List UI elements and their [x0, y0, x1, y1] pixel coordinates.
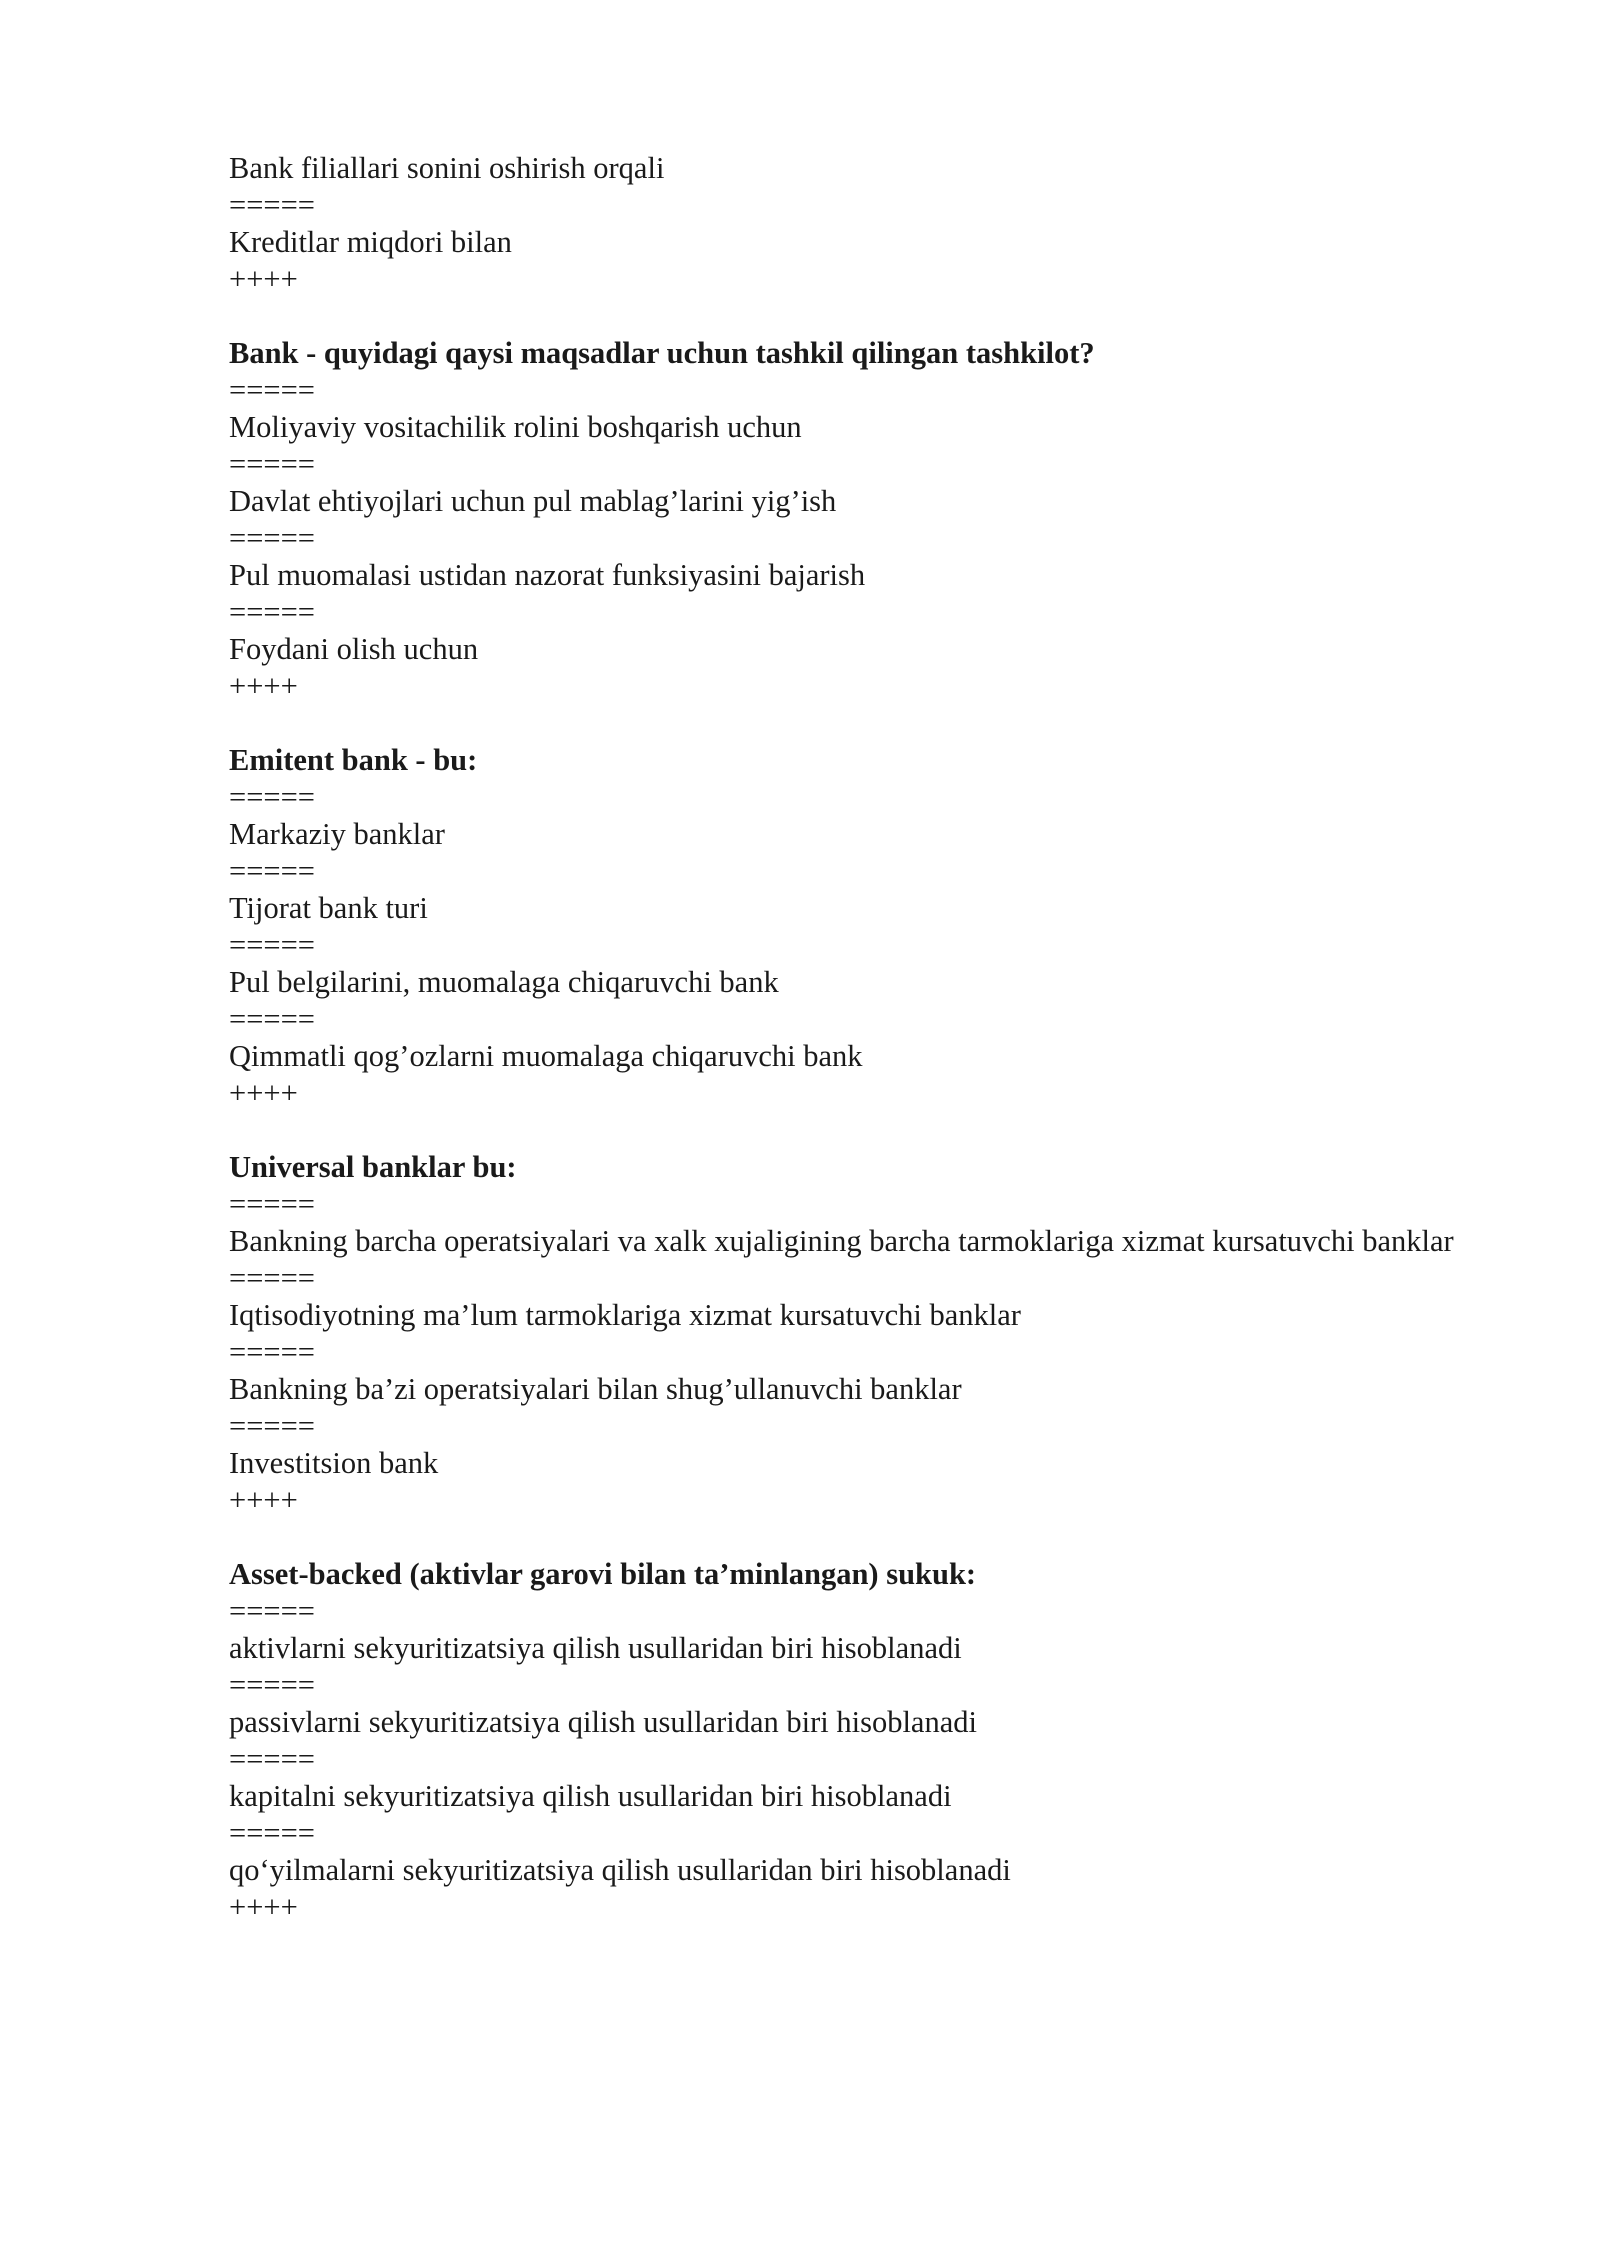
option-text: passivlarni sekyuritizatsiya qilish usullaridan biri hisoblanadi — [229, 1705, 977, 1739]
option-separator: ===== — [229, 447, 316, 481]
option-separator: ===== — [229, 1335, 316, 1369]
option-text: Markaziy banklar — [229, 817, 445, 851]
option-separator: ===== — [229, 521, 316, 555]
option-separator: ===== — [229, 1002, 316, 1036]
question-terminator: ++++ — [229, 1483, 298, 1517]
question-terminator: ++++ — [229, 669, 298, 703]
question-block — [229, 1149, 1485, 1519]
question-title: Emitent bank - bu: — [229, 743, 478, 777]
spacer — [229, 1519, 1485, 1556]
question-title: Bank - quyidagi qaysi maqsadlar uchun tashkil qilingan tashkilot? — [229, 336, 1095, 370]
option-separator: ===== — [229, 780, 316, 814]
option-text: Kreditlar miqdori bilan — [229, 225, 512, 259]
question-block — [229, 335, 1485, 705]
option-text: Investitsion bank — [229, 1446, 439, 1480]
option-text: Pul belgilarini, muomalaga chiqaruvchi bank — [229, 965, 779, 999]
option-text: Tijorat bank turi — [229, 891, 428, 925]
question-title: Universal banklar bu: — [229, 1150, 517, 1184]
option-separator: ===== — [229, 854, 316, 888]
option-text: Qimmatli qog’ozlarni muomalaga chiqaruvchi bank — [229, 1039, 863, 1073]
option-separator: ===== — [229, 1409, 316, 1443]
spacer — [229, 705, 1485, 742]
option-separator: ===== — [229, 928, 316, 962]
spacer — [229, 298, 1485, 335]
option-separator: ===== — [229, 1816, 316, 1850]
option-text: Foydani olish uchun — [229, 632, 479, 666]
option-separator: ===== — [229, 595, 316, 629]
option-text: Moliyaviy vositachilik rolini boshqarish uchun — [229, 410, 802, 444]
option-text: qo‘yilmalarni sekyuritizatsiya qilish usullaridan biri hisoblanadi — [229, 1853, 1011, 1887]
spacer — [229, 1112, 1485, 1149]
option-text: Bankning barcha operatsiyalari va xalk xujaligining barcha tarmoklariga xizmat kursatuvchi banklar — [229, 1224, 1454, 1258]
question-terminator: ++++ — [229, 1076, 298, 1110]
question-block — [229, 1556, 1485, 1926]
question-terminator: ++++ — [229, 1890, 298, 1924]
option-separator: ===== — [229, 1668, 316, 1702]
question-title: Asset-backed (aktivlar garovi bilan ta’minlangan) sukuk: — [229, 1557, 977, 1591]
option-separator: ===== — [229, 1261, 316, 1295]
option-separator: ===== — [229, 1742, 316, 1776]
question-block — [229, 742, 1485, 1112]
option-text: Pul muomalasi ustidan nazorat funksiyasini bajarish — [229, 558, 866, 592]
document-page — [229, 150, 1485, 1926]
option-text: Bank filiallari sonini oshirish orqali — [229, 151, 665, 185]
option-separator: ===== — [229, 373, 316, 407]
option-separator: ===== — [229, 1187, 316, 1221]
option-text: kapitalni sekyuritizatsiya qilish usullaridan biri hisoblanadi — [229, 1779, 952, 1813]
question-terminator: ++++ — [229, 262, 298, 296]
option-text: aktivlarni sekyuritizatsiya qilish usullaridan biri hisoblanadi — [229, 1631, 962, 1665]
option-text: Bankning ba’zi operatsiyalari bilan shug’ullanuvchi banklar — [229, 1372, 962, 1406]
option-text: Iqtisodiyotning ma’lum tarmoklariga xizmat kursatuvchi banklar — [229, 1298, 1021, 1332]
option-separator: ===== — [229, 188, 316, 222]
option-separator: ===== — [229, 1594, 316, 1628]
option-text: Davlat ehtiyojlari uchun pul mablag’larini yig’ish — [229, 484, 837, 518]
leading-fragment — [229, 150, 1485, 298]
